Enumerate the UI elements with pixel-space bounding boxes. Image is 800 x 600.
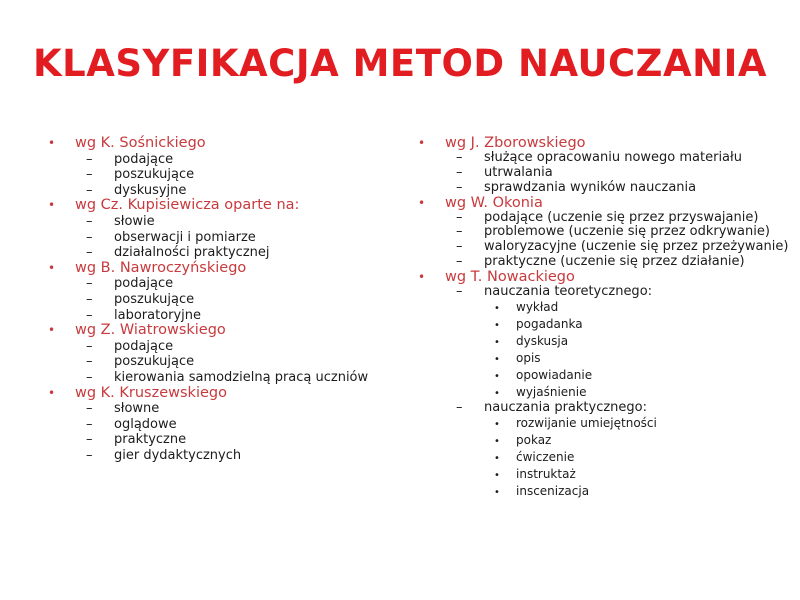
list-item xyxy=(410,151,795,166)
list-item-label: gier dydaktycznych xyxy=(114,447,242,463)
section-header-label: wg B. Nawroczyńskiego xyxy=(75,259,247,276)
list-item xyxy=(40,448,410,464)
list-item-label: poszukujące xyxy=(114,167,195,183)
list-item xyxy=(410,401,795,416)
bullet-icon: • xyxy=(494,470,500,482)
list-item-label: waloryzacyjne (uczenie się przez przeżywanie) xyxy=(484,239,789,255)
list-item xyxy=(40,152,410,168)
section-header xyxy=(40,386,410,402)
section-header xyxy=(410,270,795,285)
bullet-icon: • xyxy=(494,419,500,431)
bullet-icon: • xyxy=(494,453,500,465)
list-item-label: praktyczne xyxy=(114,432,187,448)
list-item-label: podające xyxy=(114,338,174,354)
list-item-label: poszukujące xyxy=(114,354,195,370)
dash-icon: – xyxy=(86,213,93,229)
dash-icon: – xyxy=(86,276,93,292)
dash-icon: – xyxy=(86,182,93,198)
bullet-icon: • xyxy=(494,387,500,399)
list-item xyxy=(40,370,410,386)
list-item-label: kierowania samodzielną pracą uczniów xyxy=(114,369,369,385)
dash-icon: – xyxy=(456,179,463,195)
bullet-icon: • xyxy=(48,136,56,150)
list-item xyxy=(410,450,795,467)
list-item-label: sprawdzania wyników nauczania xyxy=(484,179,697,195)
section-header-label: wg Z. Wiatrowskiego xyxy=(75,322,226,339)
section-header-label: wg K. Sośnickiego xyxy=(75,135,206,151)
section-header xyxy=(40,261,410,277)
bullet-icon: • xyxy=(48,198,56,213)
dash-icon: – xyxy=(86,416,93,432)
list-item-label: rozwijanie umiejętności xyxy=(516,416,657,431)
list-item xyxy=(410,300,795,317)
list-item-label: inscenizacja xyxy=(516,483,590,498)
dash-icon: – xyxy=(86,369,93,385)
list-item xyxy=(40,354,410,370)
section-header-label: wg W. Okonia xyxy=(445,194,543,211)
list-item-label: służące opracowaniu nowego materiału xyxy=(484,149,742,165)
list-item xyxy=(410,285,795,300)
list-item xyxy=(410,255,795,270)
list-item xyxy=(410,467,795,484)
dash-icon: – xyxy=(86,151,93,167)
list-item-label: opis xyxy=(516,350,541,365)
dash-icon: – xyxy=(86,401,93,417)
list-item-label: słowie xyxy=(114,213,155,229)
list-item-label: pokaz xyxy=(516,433,552,448)
list-item xyxy=(410,181,795,196)
list-item-label: wykład xyxy=(516,299,559,314)
list-item xyxy=(40,432,410,448)
list-item-label: dyskusja xyxy=(516,333,569,348)
dash-icon: – xyxy=(86,354,93,370)
list-item-label: nauczania praktycznego: xyxy=(484,400,648,416)
dash-icon: – xyxy=(456,400,463,416)
dash-icon: – xyxy=(456,164,463,180)
list-item xyxy=(410,368,795,385)
dash-icon: – xyxy=(86,229,93,245)
list-item xyxy=(410,225,795,240)
list-item xyxy=(410,433,795,450)
list-item xyxy=(40,214,410,230)
list-item xyxy=(410,240,795,255)
dash-icon: – xyxy=(86,338,93,354)
list-item xyxy=(410,484,795,501)
list-item-label: wyjaśnienie xyxy=(516,384,587,399)
bullet-icon: • xyxy=(494,370,500,382)
list-item-label: podające xyxy=(114,151,174,167)
bullet-icon: • xyxy=(494,486,500,498)
dash-icon: – xyxy=(86,307,93,323)
list-item-label: działalności praktycznej xyxy=(114,245,270,261)
bullet-icon: • xyxy=(48,323,56,338)
list-item xyxy=(40,276,410,292)
bullet-icon: • xyxy=(418,136,426,150)
list-item xyxy=(40,417,410,433)
dash-icon: – xyxy=(456,149,463,165)
section-header xyxy=(40,136,410,152)
list-item xyxy=(410,385,795,402)
list-item xyxy=(40,339,410,355)
list-item-label: instruktaż xyxy=(516,467,576,482)
list-item-label: utrwalania xyxy=(484,164,553,180)
dash-icon: – xyxy=(456,239,463,255)
section-header xyxy=(40,323,410,339)
dash-icon: – xyxy=(456,224,463,240)
dash-icon: – xyxy=(456,284,463,300)
section-header-label: wg J. Zborowskiego xyxy=(445,135,586,151)
list-item-label: podające xyxy=(114,276,174,292)
list-item-label: pogadanka xyxy=(516,316,583,331)
list-item-label: opowiadanie xyxy=(516,367,593,382)
list-item-label: podające (uczenie się przez przyswajanie) xyxy=(484,209,759,225)
bullet-icon: • xyxy=(494,353,500,365)
list-item-label: dyskusyjne xyxy=(114,182,187,198)
list-item xyxy=(410,334,795,351)
bullet-icon: • xyxy=(48,260,56,275)
bullet-icon: • xyxy=(494,319,500,331)
dash-icon: – xyxy=(456,254,463,270)
bullet-icon: • xyxy=(494,302,500,314)
section-header-label: wg Cz. Kupisiewicza oparte na: xyxy=(75,197,300,214)
list-item xyxy=(410,317,795,334)
list-item xyxy=(40,401,410,417)
list-item-label: praktyczne (uczenie się przez działanie) xyxy=(484,254,745,270)
list-item xyxy=(40,308,410,324)
bullet-icon: • xyxy=(494,336,500,348)
list-item xyxy=(40,183,410,199)
dash-icon: – xyxy=(86,167,93,183)
list-item xyxy=(410,416,795,433)
section-header xyxy=(410,196,795,211)
dash-icon: – xyxy=(86,291,93,307)
list-item xyxy=(40,245,410,261)
section-header-label: wg K. Kruszewskiego xyxy=(75,384,227,401)
list-item-label: słowne xyxy=(114,401,160,417)
bullet-icon: • xyxy=(418,270,426,285)
column-right xyxy=(410,136,795,501)
list-item xyxy=(410,351,795,368)
list-item-label: poszukujące xyxy=(114,291,195,307)
bullet-icon: • xyxy=(48,385,56,400)
bullet-icon: • xyxy=(418,195,426,210)
list-item xyxy=(40,167,410,183)
dash-icon: – xyxy=(86,245,93,261)
list-item-label: ćwiczenie xyxy=(516,450,575,465)
list-item-label: problemowe (uczenie się przez odkrywanie) xyxy=(484,224,770,240)
section-header-label: wg T. Nowackiego xyxy=(445,269,575,286)
bullet-icon: • xyxy=(494,436,500,448)
section-header xyxy=(410,136,795,151)
dash-icon: – xyxy=(86,447,93,463)
list-item xyxy=(40,292,410,308)
dash-icon: – xyxy=(456,209,463,225)
list-item-label: nauczania teoretycznego: xyxy=(484,284,653,300)
list-item-label: oglądowe xyxy=(114,416,177,432)
slide-title: KLASYFIKACJA METOD NAUCZANIA xyxy=(33,42,767,85)
list-item-label: laboratoryjne xyxy=(114,307,202,323)
list-item-label: obserwacji i pomiarze xyxy=(114,229,256,245)
dash-icon: – xyxy=(86,432,93,448)
list-item xyxy=(40,230,410,246)
section-header xyxy=(40,198,410,214)
column-left xyxy=(40,136,410,463)
list-item xyxy=(410,166,795,181)
list-item xyxy=(410,211,795,226)
